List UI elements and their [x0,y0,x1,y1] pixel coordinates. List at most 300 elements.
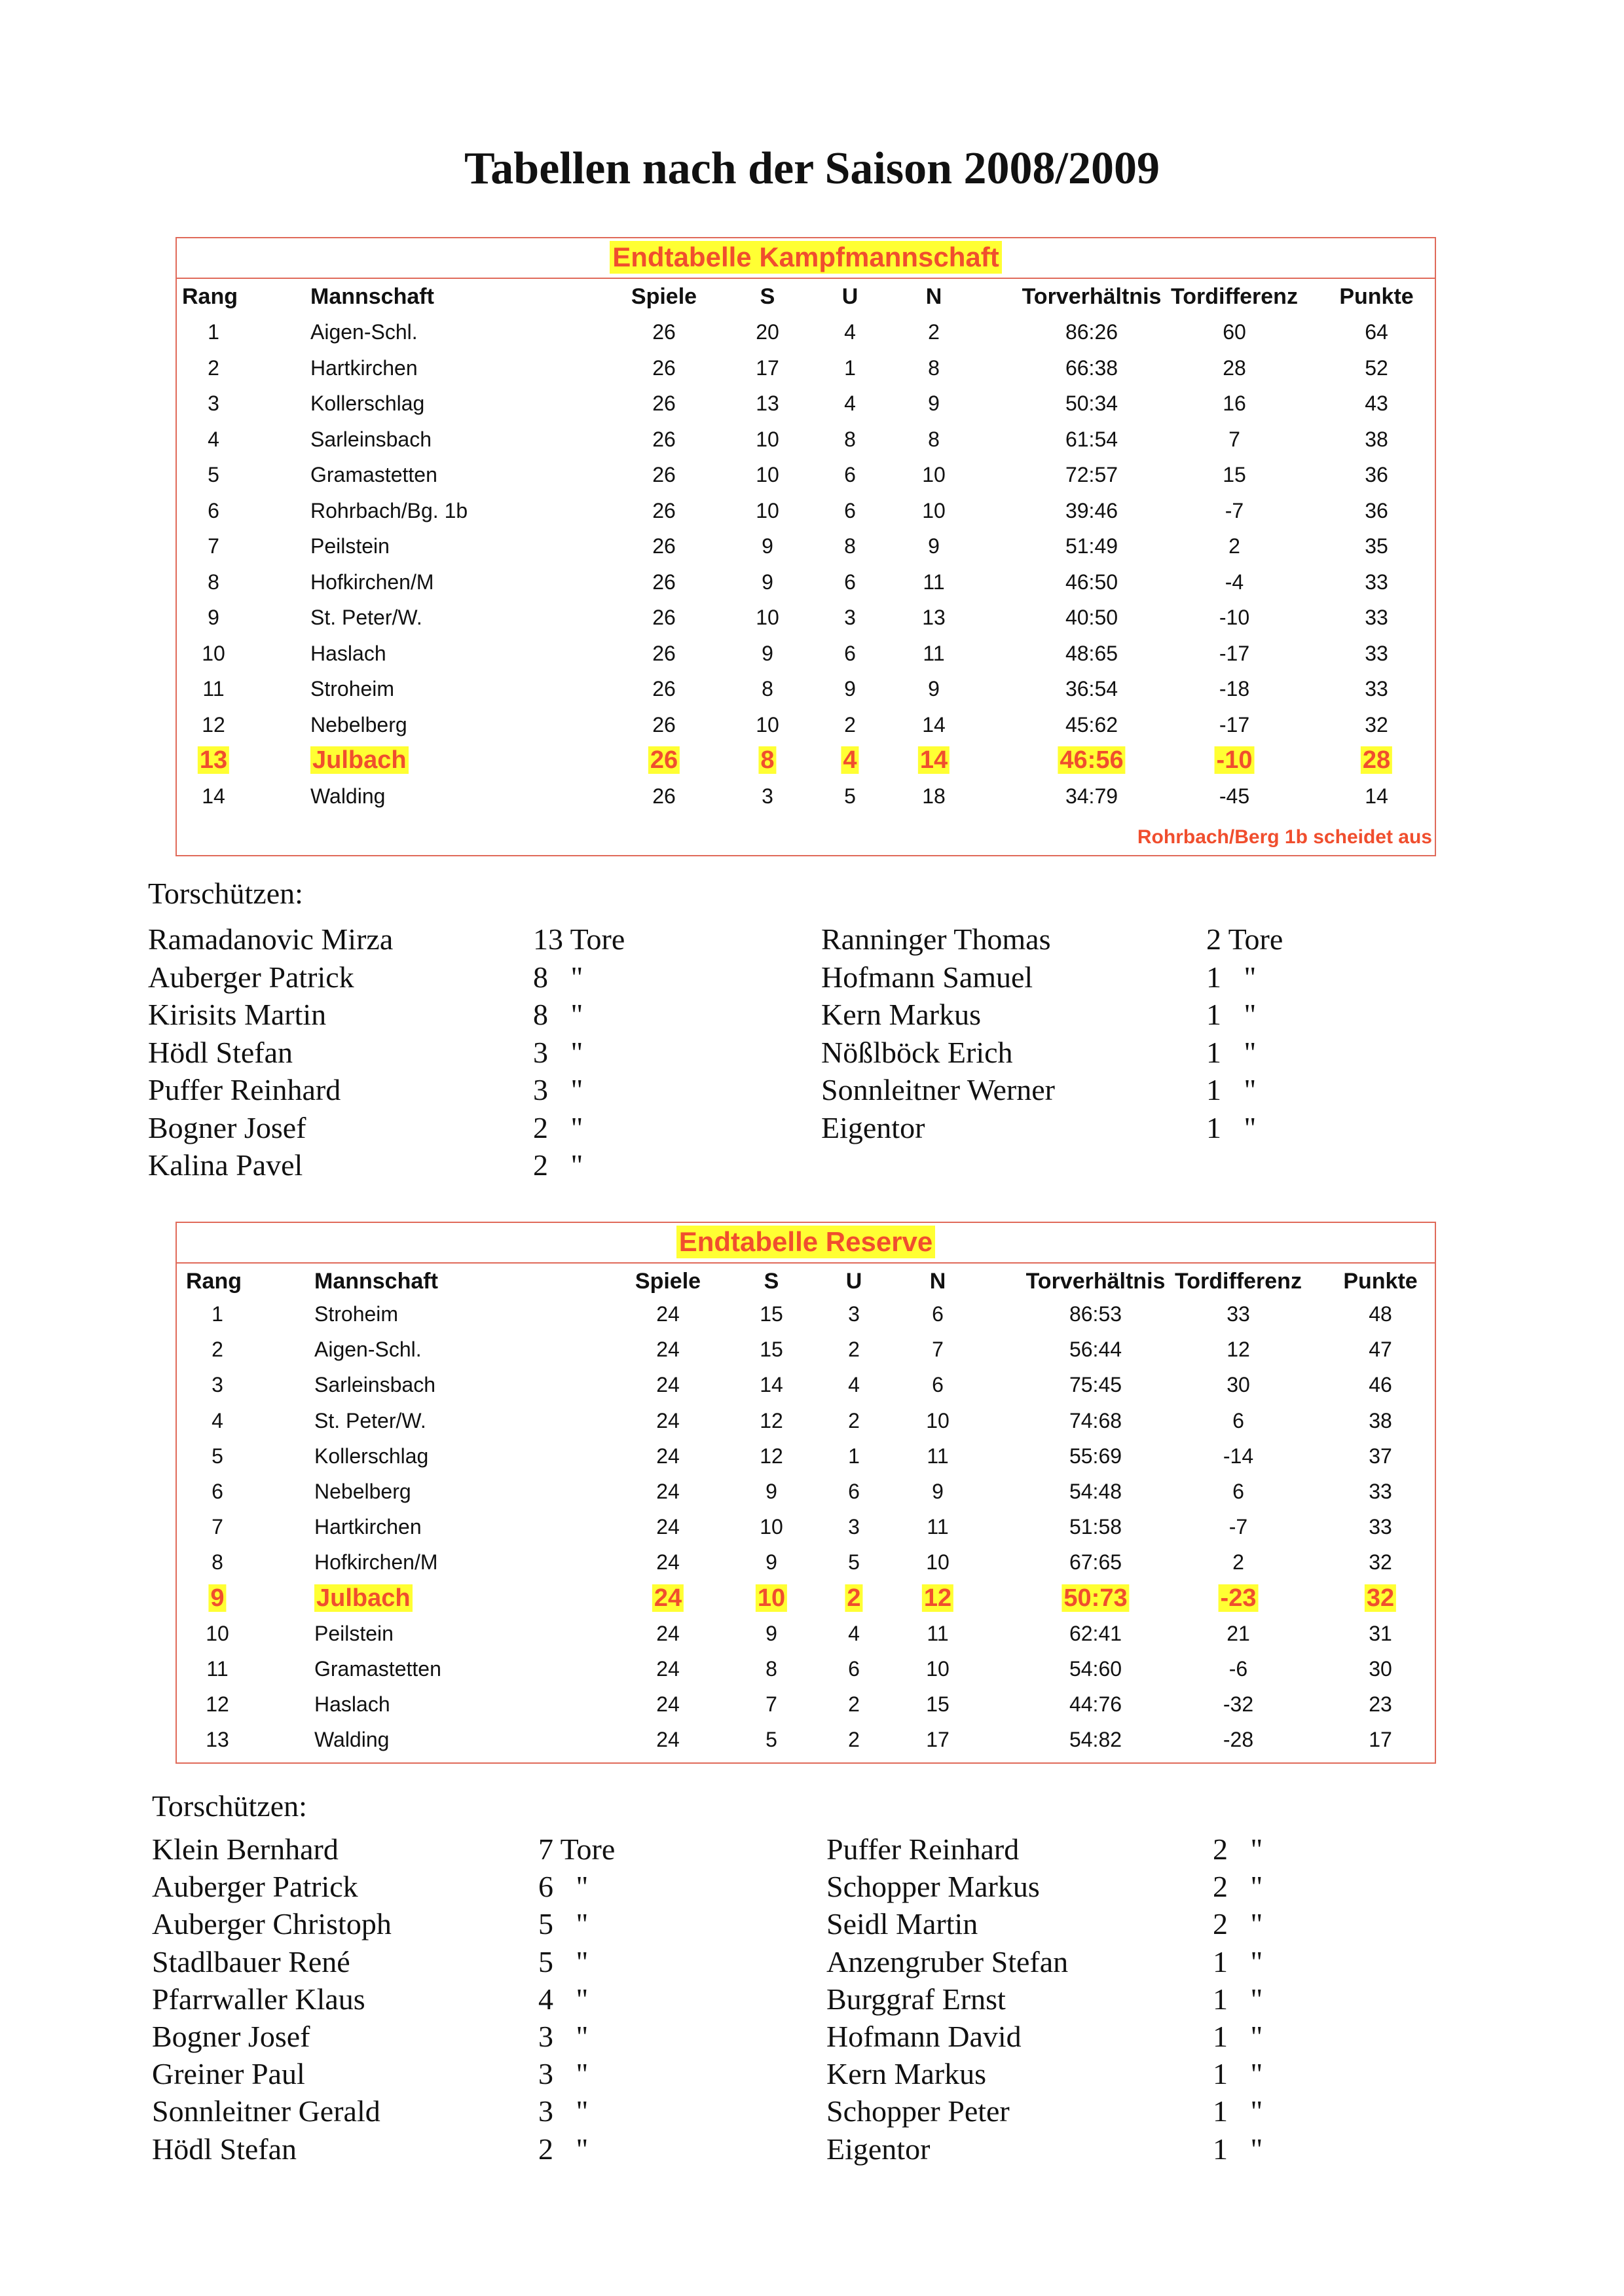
scorer-entry [826,1905,1383,1942]
table-cell: 3 [848,1302,860,1326]
caption-text: Endtabelle Reserve [676,1226,936,1258]
column-header: Mannschaft [314,1269,438,1294]
scorer-name: Ramadanovic Mirza [148,922,394,956]
table-cell: 24 [656,1338,680,1362]
scorer-entry [152,2130,709,2168]
scorer-goals: 7 Tore [538,1832,616,1866]
table-cell: 30 [1369,1657,1392,1681]
page-title: Tabellen nach der Saison 2008/2009 [464,143,1160,194]
scorer-goals: 3 " [533,1035,583,1069]
scorer-name: Hofmann Samuel [821,960,1033,994]
scorer-entry [826,2130,1383,2168]
table-cell: -10 [1219,606,1250,629]
table-cell: St. Peter/W. [314,1408,426,1432]
table-cell: 45:62 [1065,712,1118,737]
scorer-goals: 1 " [1213,1944,1263,1978]
table-cell: 61:54 [1065,427,1118,451]
table-cell: 67:65 [1069,1550,1122,1575]
table-row [177,1403,1435,1438]
table-cell: 5 [208,463,219,486]
column-header: Tordifferenz [1175,1269,1302,1294]
table-cell: Kollerschlag [310,392,425,415]
scorer-entry [148,1034,703,1071]
table-cell: Julbach [314,1580,413,1616]
table-cell: 51:49 [1065,534,1118,558]
column-header: Tordifferenz [1171,284,1298,309]
table-cell: 4 [844,320,856,344]
table-cell: Sarleinsbach [310,427,432,451]
table-cell: Hofkirchen/M [310,570,434,594]
table-cell: 2 [848,1408,860,1432]
scorer-goals: 2 " [1213,1870,1263,1904]
scorer-entry [826,2018,1383,2055]
scorer-entry [826,1943,1383,1980]
table-cell: 33 [1365,677,1388,701]
table-cell: Stroheim [310,677,395,701]
table-row [177,564,1435,600]
scorer-entry [148,1146,703,1184]
table-cell: 6 [212,1480,223,1503]
table-cell: 4 [844,392,856,415]
table-cell: 24 [656,1728,680,1752]
table-cell: 10 [926,1408,950,1432]
table-row [177,386,1435,421]
table-cell: 10 [202,641,225,665]
table-cell: 43 [1365,392,1388,415]
scorer-goals: 1 " [1206,960,1257,994]
table-cell: 9 [928,677,940,701]
table-cell: Walding [314,1728,390,1752]
table-cell: -28 [1223,1728,1254,1752]
table-cell: 39:46 [1065,498,1118,522]
table-cell: 2 [845,1580,862,1616]
table-header [177,279,1435,314]
table-cell: 10 [756,712,779,737]
table-cell: Hartkirchen [310,355,418,380]
table-cell: 46:50 [1065,570,1118,594]
scorer-entry [821,958,1376,996]
column-header: Spiele [631,284,697,309]
table-cell: 12 [760,1408,783,1432]
column-header: Torverhältnis [1025,1269,1166,1294]
table-cell: 26 [652,606,676,629]
scorers-title-reserve: Torschützen: [152,1789,307,1823]
scorer-name: Sonnleitner Gerald [152,2094,380,2128]
table-cell: Kollerschlag [314,1444,429,1468]
scorer-name: Kern Markus [821,998,981,1031]
table-cell: 64 [1365,320,1388,344]
table-cell: 14 [202,784,225,808]
table-row [177,1296,1435,1332]
table-cell: 2 [208,355,219,380]
caption-text: Endtabelle Kampfmannschaft [610,241,1001,274]
table-cell: Rohrbach/Bg. 1b [310,498,468,522]
scorer-goals: 1 " [1213,2132,1263,2166]
table-cell: 9 [766,1550,777,1575]
table-row [177,1616,1435,1651]
table-cell: 24 [656,1692,680,1717]
table-cell: 3 [762,784,773,808]
scorer-entry [152,1831,709,1868]
scorer-goals: 2 " [533,1110,583,1144]
table-cell: 4 [208,427,219,451]
table-cell: 8 [928,355,940,380]
table-cell: 14 [1365,784,1388,808]
table-cell: 24 [652,1580,684,1616]
table-row [177,1544,1435,1580]
table-cell: 6 [844,463,856,486]
table-cell: 54:60 [1069,1657,1122,1681]
scorer-name: Seidl Martin [826,1907,978,1941]
table-reserve [175,1222,1436,1764]
table-cell: 75:45 [1069,1373,1122,1397]
table-caption [177,238,1435,279]
scorer-name: Ranninger Thomas [821,922,1051,956]
table-cell: 10 [756,463,779,486]
table-cell: 9 [766,1621,777,1645]
table-caption [177,1223,1435,1264]
table-row [177,600,1435,635]
table-cell: 12 [206,1692,229,1717]
scorer-name: Kern Markus [826,2057,986,2091]
scorer-entry [148,1109,703,1146]
table-cell: -23 [1219,1580,1259,1616]
table-cell: Haslach [314,1692,390,1717]
table-cell: 86:53 [1069,1302,1122,1326]
table-cell: 86:26 [1065,320,1118,344]
scorer-name: Greiner Paul [152,2057,305,2091]
table-cell: 8 [212,1550,223,1575]
table-cell: 9 [928,392,940,415]
scorer-name: Hödl Stefan [152,2132,297,2166]
scorer-entry [148,996,703,1033]
table-row [177,422,1435,457]
scorer-name: Klein Bernhard [152,1832,339,1866]
scorer-name: Bogner Josef [148,1110,306,1144]
table-cell: 12 [922,1580,953,1616]
table-cell: 10 [926,1657,950,1681]
scorer-name: Auberger Patrick [148,960,354,994]
table-cell: 32 [1369,1550,1392,1575]
table-cell: 47 [1369,1338,1392,1362]
scorer-goals: 8 " [533,998,583,1031]
scorer-name: Puffer Reinhard [148,1073,341,1106]
table-cell: Nebelberg [314,1480,411,1503]
table-cell: 4 [212,1408,223,1432]
scorer-goals: 2 " [533,1148,583,1182]
table-cell: 26 [652,498,676,522]
table-cell: 74:68 [1069,1408,1122,1432]
table-cell: 6 [932,1373,944,1397]
scorer-entry [826,1868,1383,1905]
scorer-goals: 5 " [538,1907,589,1941]
table-cell: 56:44 [1069,1338,1122,1362]
table-cell: 6 [208,498,219,522]
table-cell: -32 [1223,1692,1254,1717]
table-cell: 4 [841,742,858,778]
table-cell: 6 [1232,1408,1244,1432]
table-row [177,1367,1435,1402]
table-cell: 13 [206,1728,229,1752]
table-cell: 9 [766,1480,777,1503]
scorer-name: Eigentor [821,1110,925,1144]
table-cell: 21 [1227,1621,1250,1645]
scorer-goals: 1 " [1213,2094,1263,2128]
scorer-name: Sonnleitner Werner [821,1073,1055,1106]
table-cell: 2 [848,1338,860,1362]
table-cell: 46 [1369,1373,1392,1397]
table-cell: Haslach [310,641,386,665]
scorer-entry [821,920,1376,958]
table-cell: 72:57 [1065,463,1118,486]
table-cell: 15 [760,1338,783,1362]
table-cell: 33 [1369,1480,1392,1503]
table-cell: -14 [1223,1444,1254,1468]
table-cell: 54:48 [1069,1480,1122,1503]
table-cell: 4 [848,1373,860,1397]
table-cell: 26 [652,463,676,486]
table-cell: 12 [760,1444,783,1468]
table-cell: 7 [212,1515,223,1539]
table-cell: -7 [1225,498,1244,522]
table-cell: Aigen-Schl. [310,320,418,344]
column-header: Spiele [635,1269,701,1294]
table-cell: -6 [1228,1657,1248,1681]
table-cell: 2 [1232,1550,1244,1575]
table-cell: 66:38 [1065,355,1118,380]
scorer-goals: 4 " [538,1982,589,2016]
table-cell: 8 [208,570,219,594]
table-cell: 60 [1223,320,1246,344]
table-cell: Nebelberg [310,712,407,737]
table-cell: 7 [766,1692,777,1717]
table-row [177,1509,1435,1544]
table-cell: 16 [1223,392,1246,415]
table-cell: 26 [652,784,676,808]
table-row [177,1722,1435,1757]
table-cell: 8 [758,742,776,778]
table-cell: 35 [1365,534,1388,558]
table-cell: Julbach [310,742,409,778]
column-header: N [929,1269,946,1294]
table-row [177,1474,1435,1509]
scorers-title-kampf: Torschützen: [148,877,303,910]
scorer-goals: 2 " [538,2132,589,2166]
table-row [177,528,1435,564]
scorer-name: Auberger Christoph [152,1907,392,1941]
table-cell: 10 [760,1515,783,1539]
table-cell: 2 [1228,534,1240,558]
table-cell: -7 [1228,1515,1248,1539]
scorer-goals: 1 " [1206,1035,1257,1069]
scorer-entry [821,1109,1376,1146]
table-cell: 3 [848,1515,860,1539]
table-cell: 6 [932,1302,944,1326]
table-cell: 33 [1365,570,1388,594]
table-cell: 10 [756,498,779,522]
table-cell: 10 [756,1580,787,1616]
scorer-goals: 1 " [1213,2020,1263,2053]
table-cell: 13 [198,742,229,778]
table-cell: -18 [1219,677,1250,701]
scorer-entry [152,2092,709,2130]
table-cell: 48:65 [1065,641,1118,665]
scorer-entry [148,958,703,996]
table-cell: 24 [656,1444,680,1468]
table-row [177,1332,1435,1367]
table-cell: St. Peter/W. [310,606,422,629]
table-row [177,1438,1435,1474]
scorer-goals: 1 " [1206,1073,1257,1106]
table-cell: 4 [848,1621,860,1645]
table-cell: 2 [848,1692,860,1717]
table-cell: 7 [1228,427,1240,451]
scorer-goals: 13 Tore [533,922,625,956]
table-cell: 9 [762,534,773,558]
table-cell: 6 [848,1657,860,1681]
table-cell: -10 [1215,742,1255,778]
table-row [177,671,1435,706]
table-cell: 1 [212,1302,223,1326]
table-cell: 10 [756,427,779,451]
table-cell: 23 [1369,1692,1392,1717]
table-row [177,350,1435,386]
scorer-goals: 5 " [538,1944,589,1978]
scorer-name: Puffer Reinhard [826,1832,1020,1866]
table-cell: 14 [922,712,946,737]
table-cell: 24 [656,1515,680,1539]
table-cell: 6 [844,641,856,665]
table-cell: 30 [1227,1373,1250,1397]
scorer-name: Hödl Stefan [148,1035,293,1069]
table-cell: Gramastetten [314,1657,441,1681]
table-cell: 32 [1365,712,1388,737]
scorer-entry [152,2055,709,2092]
table-cell: 33 [1369,1515,1392,1539]
table-cell: 9 [844,677,856,701]
scorer-goals: 2 " [1213,1832,1263,1866]
table-cell: 24 [656,1302,680,1326]
scorer-name: Hofmann David [826,2020,1022,2053]
table-cell: 36:54 [1065,677,1118,701]
scorer-goals: 6 " [538,1870,589,1904]
table-cell: 37 [1369,1444,1392,1468]
column-header: S [764,1269,779,1294]
table-cell: 1 [208,320,219,344]
scorer-entry [152,1905,709,1942]
table-cell: 6 [844,570,856,594]
table-cell: 9 [208,1580,226,1616]
table-header [177,1264,1435,1299]
table-cell: Stroheim [314,1302,399,1326]
column-header: Punkte [1339,284,1414,309]
table-cell: 17 [756,355,779,380]
table-cell: 36 [1365,463,1388,486]
table-cell: 11 [206,1657,229,1681]
table-note: Rohrbach/Berg 1b scheidet aus [1137,826,1432,848]
table-cell: 33 [1365,641,1388,665]
table-cell: 13 [756,392,779,415]
table-cell: 9 [208,606,219,629]
table-cell: 5 [766,1728,777,1752]
table-cell: 6 [848,1480,860,1503]
scorer-entry [152,1868,709,1905]
table-cell: 31 [1369,1621,1392,1645]
column-header: S [760,284,775,309]
scorer-entry [148,1071,703,1108]
table-cell: 7 [208,534,219,558]
scorer-goals: 8 " [533,960,583,994]
table-cell: 20 [756,320,779,344]
scorer-name: Pfarrwaller Klaus [152,1982,365,2016]
scorer-goals: 1 " [1206,1110,1257,1144]
table-cell: 17 [1369,1728,1392,1752]
table-cell: 8 [928,427,940,451]
table-cell: Hartkirchen [314,1515,422,1539]
table-cell: 28 [1361,742,1392,778]
table-row [177,457,1435,492]
table-cell: 50:34 [1065,392,1118,415]
table-cell: 15 [760,1302,783,1326]
table-cell: 11 [927,1621,949,1645]
table-cell: 1 [848,1444,860,1468]
table-cell: 8 [844,534,856,558]
table-cell: 11 [927,1515,949,1539]
table-cell: 26 [652,355,676,380]
table-cell: 48 [1369,1302,1392,1326]
table-cell: 24 [656,1657,680,1681]
column-header: Torverhältnis [1022,284,1162,309]
table-cell: 26 [648,742,680,778]
scorer-name: Nößlböck Erich [821,1035,1013,1069]
scorer-name: Anzengruber Stefan [826,1944,1069,1978]
table-cell: 3 [844,606,856,629]
table-cell: 11 [923,570,945,594]
scorer-goals: 1 " [1206,998,1257,1031]
scorer-name: Bogner Josef [152,2020,310,2053]
table-cell: 11 [927,1444,949,1468]
table-row [177,1686,1435,1722]
table-cell: 11 [202,677,225,701]
table-cell: 51:58 [1069,1515,1122,1539]
scorer-name: Schopper Markus [826,1870,1040,1904]
table-cell: Peilstein [310,534,390,558]
scorer-entry [826,1831,1383,1868]
scorer-goals: 1 " [1213,1982,1263,2016]
table-cell: 12 [202,712,225,737]
table-cell: 52 [1365,355,1388,380]
scorer-name: Auberger Patrick [152,1870,358,1904]
table-cell: 10 [922,498,946,522]
table-cell: 15 [926,1692,950,1717]
column-header: Rang [182,284,238,309]
table-cell: 26 [652,677,676,701]
table-cell: -17 [1219,641,1250,665]
scorer-goals: 1 " [1213,2057,1263,2091]
table-cell: 54:82 [1069,1728,1122,1752]
table-cell: 1 [844,355,856,380]
table-cell: 12 [1227,1338,1250,1362]
table-cell: 10 [926,1550,950,1575]
table-cell: 2 [848,1728,860,1752]
scorer-name: Burggraf Ernst [826,1982,1006,2016]
scorer-entry [152,1980,709,2018]
column-header: Punkte [1343,1269,1418,1294]
scorer-entry [826,2055,1383,2092]
table-cell: Sarleinsbach [314,1373,435,1397]
scorer-entry [826,2092,1383,2130]
table-cell: 5 [212,1444,223,1468]
